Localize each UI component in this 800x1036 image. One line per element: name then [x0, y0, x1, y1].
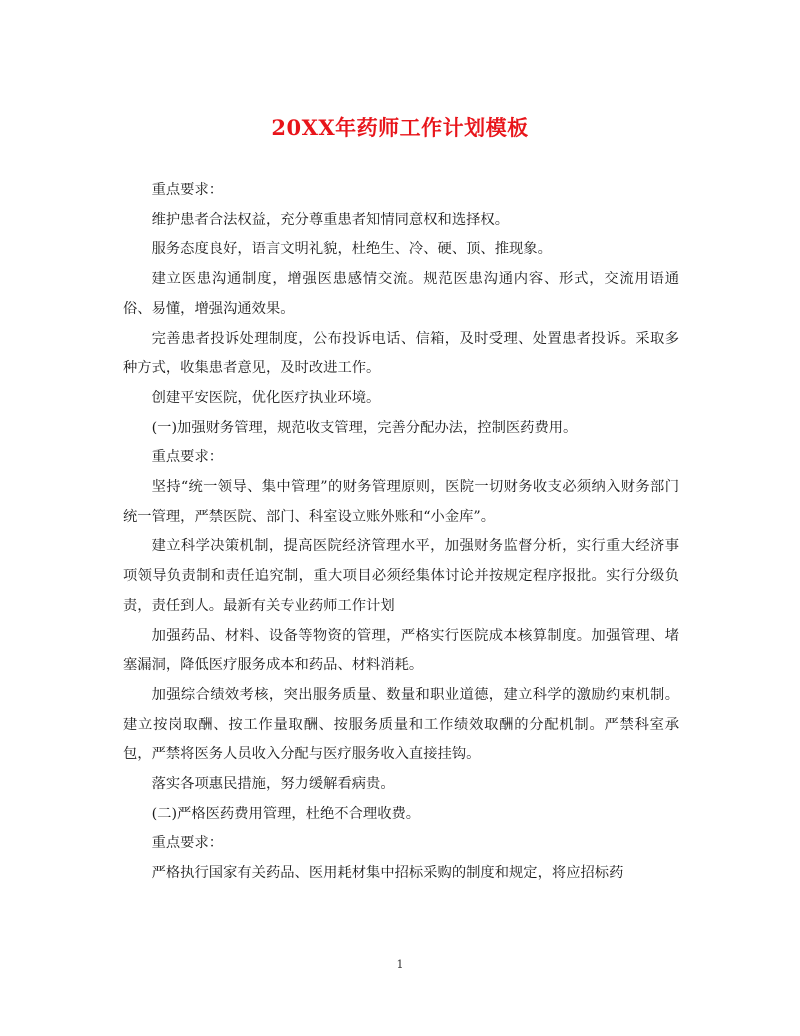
paragraph: 重点要求：	[151, 835, 224, 852]
paragraph: 服务态度良好，语言文明礼貌，杜绝生、冷、硬、顶、推现象。	[151, 241, 552, 258]
page-number: 1	[396, 958, 404, 971]
paragraph: 建立医患沟通制度，增强医患感情交流。规范医患沟通内容、形式，交流用语通俗、易懂，增强沟通效果。	[123, 271, 679, 317]
paragraph: 创建平安医院，优化医疗执业环境。	[151, 389, 381, 406]
paragraph: 重点要求：	[151, 182, 224, 198]
paragraph: 坚持“统一领导、集中管理”的财务管理原则，医院一切财务收支必须纳入财务部门统一管理，严禁医院、部门、科室设立账外账和“小金库”。	[123, 479, 679, 525]
paragraph: 维护患者合法权益，充分尊重患者知情同意权和选择权。	[151, 211, 510, 228]
document-body	[123, 176, 679, 889]
paragraph: 完善患者投诉处理制度，公布投诉电话、信箱，及时受理、处置患者投诉。采取多种方式，收集患者意见，及时改进工作。	[123, 330, 679, 377]
document-title: 20XX年药师工作计划模板	[271, 115, 529, 140]
paragraph: 重点要求：	[151, 449, 224, 466]
paragraph: 落实各项惠民措施，努力缓解看病贵。	[151, 776, 395, 793]
paragraph: 建立科学决策机制，提高医院经济管理水平，加强财务监督分析，实行重大经济事项领导负责制和责任追究制，重大项目必须经集体讨论并按规定程序报批。实行分级负责，责任到人。最新有关专业药师工作计划	[123, 538, 679, 614]
paragraph: 加强药品、材料、设备等物资的管理，严格实行医院成本核算制度。加强管理、堵塞漏洞，降低医疗服务成本和药品、材料消耗。	[123, 627, 679, 674]
section-heading: (一)加强财务管理，规范收支管理，完善分配办法，控制医药费用。	[151, 419, 578, 436]
section-heading: (二)严格医药费用管理，杜绝不合理收费。	[151, 805, 421, 822]
paragraph: 严格执行国家有关药品、医用耗材集中招标采购的制度和规定，将应招标药	[151, 865, 624, 882]
paragraph: 加强综合绩效考核，突出服务质量、数量和职业道德，建立科学的激励约束机制。建立按岗取酬、按工作量取酬、按服务质量和工作绩效取酬的分配机制。严禁科室承包，严禁将医务人员收入分配与医疗服务收入直接挂钩。	[123, 686, 679, 763]
